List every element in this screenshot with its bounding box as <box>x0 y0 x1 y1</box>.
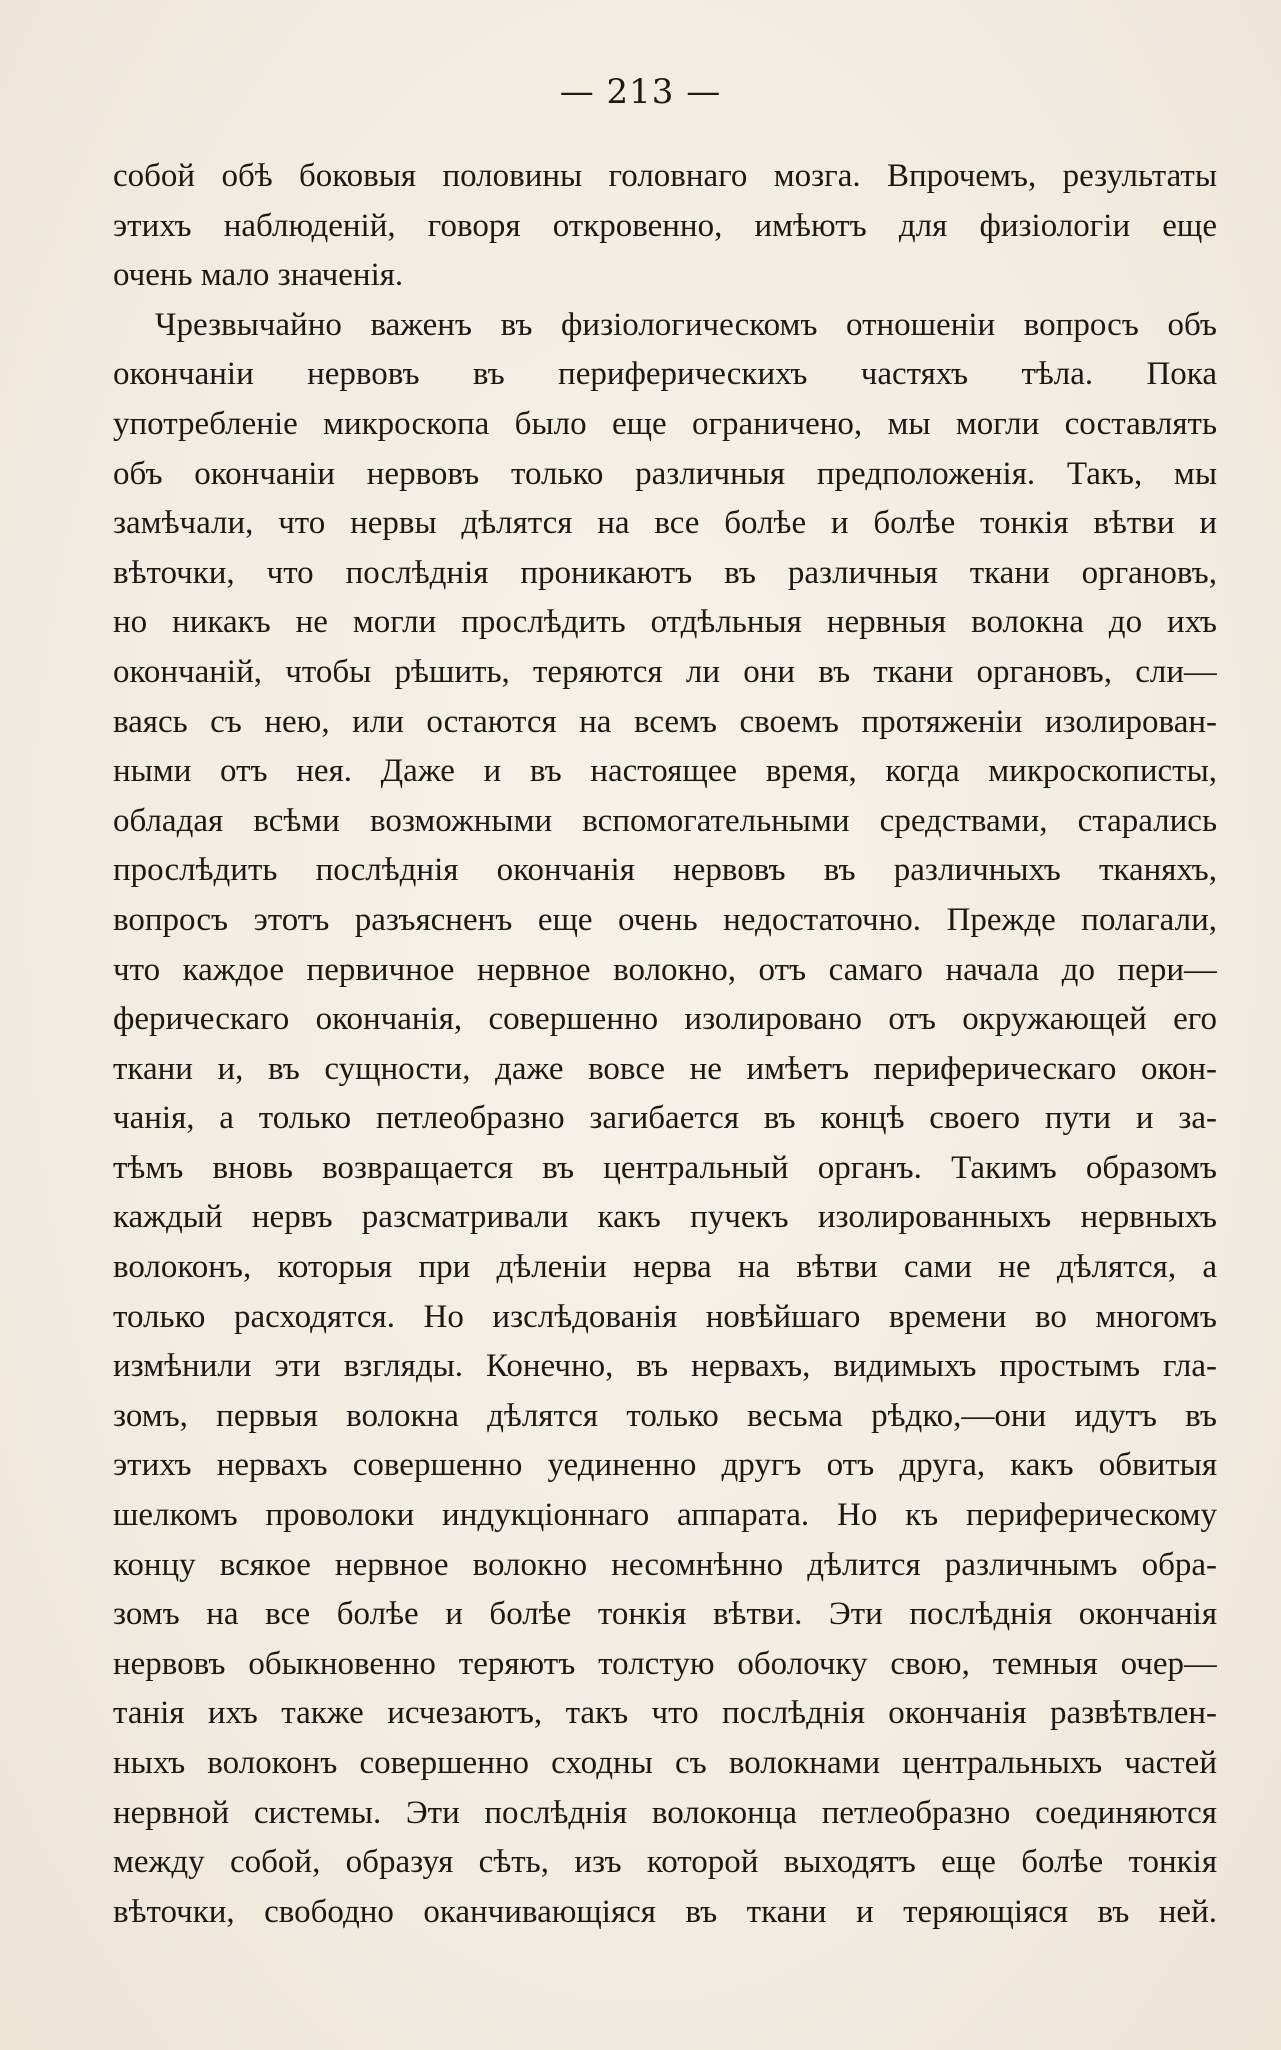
page-number: — 213 — <box>559 72 722 112</box>
text-line: ными отъ нея. Даже и въ настоящее время, когда микроскописты, <box>113 753 1217 790</box>
text-line: зомъ, первыя волокна дѣлятся только весьма рѣдко,—они идутъ въ <box>113 1397 1217 1434</box>
text-line: но никакъ не могли прослѣдить отдѣльныя нервныя волокна до ихъ <box>113 604 1217 641</box>
text-line: прослѣдить послѣднія окончанія нервовъ въ различныхъ тканяхъ, <box>113 852 1217 889</box>
text-line: ныхъ волоконъ совершенно сходны съ волокнами центральныхъ частей <box>113 1745 1217 1781</box>
text-line: собой обѣ боковыя половины головнаго мозга. Впрочемъ, результаты <box>113 158 1217 194</box>
text-line: зомъ на все болѣе и болѣе тонкія вѣтви. Эти послѣднія окончанія <box>113 1596 1217 1633</box>
text-line: концу всякое нервное волокно несомнѣнно дѣлится различнымъ обра- <box>113 1546 1217 1583</box>
text-line: окончаній, чтобы рѣшить, теряются ли они въ ткани органовъ, сли— <box>113 653 1217 690</box>
text-line: шелкомъ проволоки индукціоннаго аппарата. Но къ периферическому <box>113 1497 1217 1534</box>
text-line: что каждое первичное нервное волокно, отъ самаго начала до пери— <box>113 951 1217 988</box>
text-line: ферическаго окончанія, совершенно изолировано отъ окружающей его <box>113 1001 1217 1038</box>
text-line: нервовъ обыкновенно теряютъ толстую оболочку свою, темныя очер— <box>113 1645 1217 1682</box>
text-line: этихъ нервахъ совершенно уединенно другъ отъ друга, какъ обвитыя <box>113 1447 1217 1484</box>
text-line: ткани и, въ сущности, даже вовсе не имѣетъ периферическаго окон- <box>113 1050 1217 1087</box>
text-line: танія ихъ также исчезаютъ, такъ что послѣднія окончанія развѣтвлен- <box>113 1695 1217 1732</box>
text-line: только расходятся. Но изслѣдованія новѣйшаго времени во многомъ <box>113 1298 1217 1335</box>
text-line: замѣчали, что нервы дѣлятся на все болѣе и болѣе тонкія вѣтви и <box>113 505 1217 542</box>
text-line: каждый нервъ разсматривали какъ пучекъ изолированныхъ нервныхъ <box>113 1199 1217 1236</box>
text-line: измѣнили эти взгляды. Конечно, въ нервахъ, видимыхъ простымъ гла- <box>113 1348 1217 1385</box>
text-line: очень мало значенія. <box>113 257 404 294</box>
text-line: ваясь съ нею, или остаются на всемъ своемъ протяженіи изолирован- <box>113 703 1217 740</box>
text-line: объ окончаніи нервовъ только различныя предположенія. Такъ, мы <box>113 455 1217 492</box>
text-line: вѣточки, свободно оканчивающіяся въ ткани и теряющіяся въ ней. <box>113 1893 1217 1930</box>
text-line: обладая всѣми возможными вспомогательными средствами, старались <box>113 802 1217 839</box>
text-line: вопросъ этотъ разъясненъ еще очень недостаточно. Прежде полагали, <box>113 901 1217 938</box>
body-text <box>113 152 1217 1937</box>
text-line: Чрезвычайно важенъ въ физіологическомъ отношеніи вопросъ объ <box>155 306 1217 343</box>
text-line: между собой, образуя сѣть, изъ которой выходятъ еще болѣе тонкія <box>113 1844 1217 1881</box>
text-line: нервной системы. Эти послѣднія волоконца петлеобразно соединяются <box>113 1794 1217 1831</box>
text-line: вѣточки, что послѣднія проникаютъ въ различныя ткани органовъ, <box>113 554 1217 591</box>
text-line: этихъ наблюденій, говоря откровенно, имѣютъ для физіологіи еще <box>113 207 1217 244</box>
text-line: тѣмъ вновь возвращается въ центральный органъ. Такимъ образомъ <box>113 1149 1217 1186</box>
text-line: волоконъ, которыя при дѣленіи нерва на вѣтви сами не дѣлятся, а <box>113 1249 1217 1286</box>
text-line: чанія, а только петлеобразно загибается въ концѣ своего пути и за- <box>113 1100 1217 1137</box>
text-line: употребленіе микроскопа было еще ограничено, мы могли составлять <box>113 405 1217 442</box>
text-line: окончаніи нервовъ въ периферическихъ частяхъ тѣла. Пока <box>113 356 1217 393</box>
